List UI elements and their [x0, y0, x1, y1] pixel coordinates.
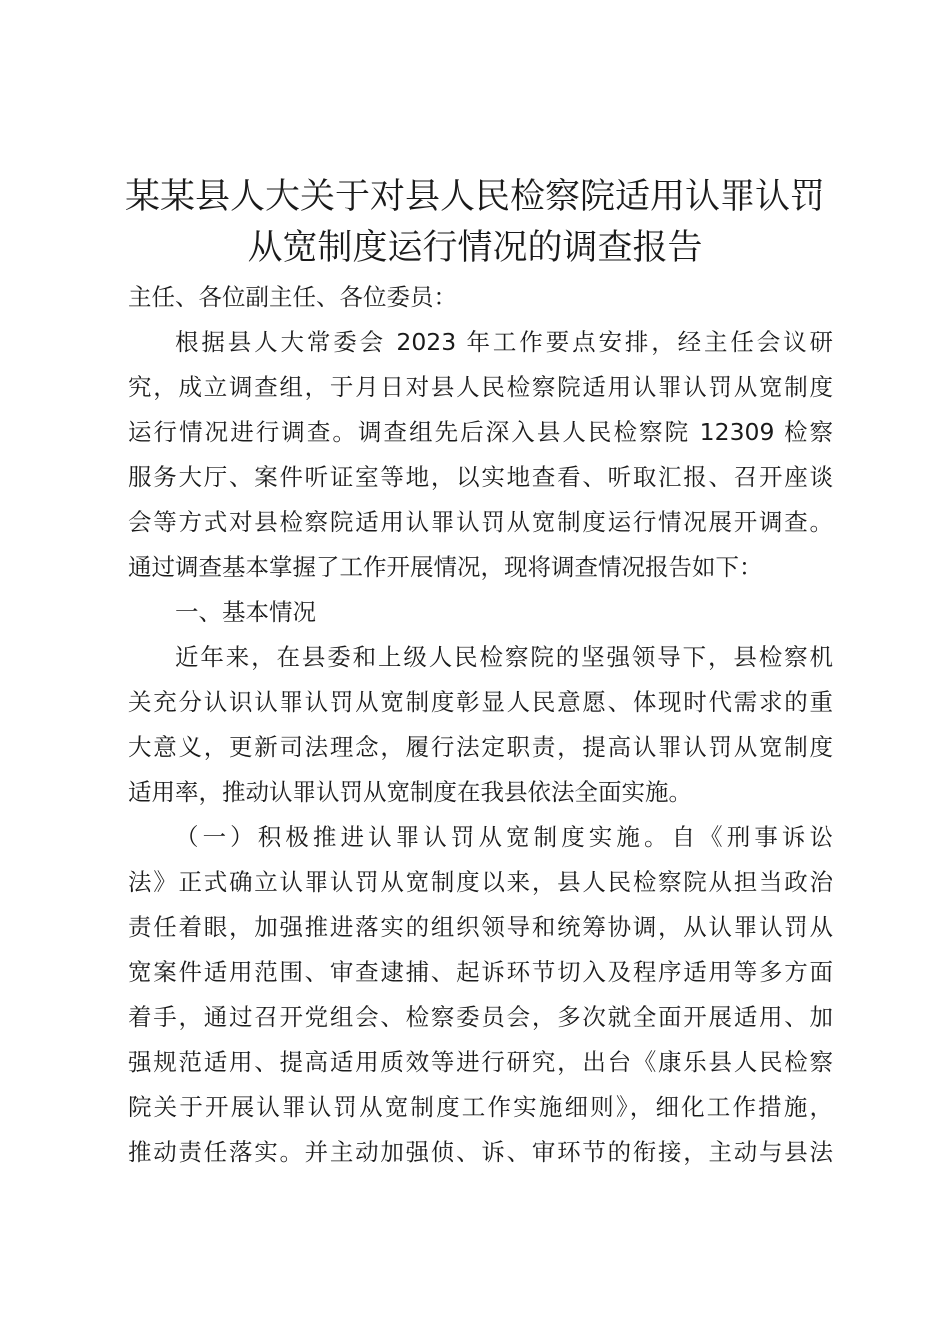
body-line: 关充分认识认罪认罚从宽制度彰显人民意愿、体现时代需求的重: [128, 688, 833, 716]
salutation: 主任、各位副主任、各位委员：: [128, 283, 457, 311]
body-line: 法》正式确立认罪认罚从宽制度以来，县人民检察院从担当政治: [128, 868, 833, 896]
body-line: 大意义，更新司法理念，履行法定职责，提高认罪认罚从宽制度: [128, 733, 833, 761]
body-line: 推动责任落实。并主动加强侦、诉、审环节的衔接，主动与县法: [128, 1138, 833, 1166]
body-line: 根据县人大常委会 2023 年工作要点安排，经主任会议研: [175, 328, 833, 356]
body-line: 强规范适用、提高适用质效等进行研究，出台《康乐县人民检察: [128, 1048, 833, 1076]
body-line: 适用率，推动认罪认罚从宽制度在我县依法全面实施。: [128, 778, 692, 806]
body-line: 责任着眼，加强推进落实的组织领导和统筹协调，从认罪认罚从: [128, 913, 833, 941]
body-line: 运行情况进行调查。调查组先后深入县人民检察院 12309 检察: [128, 418, 833, 446]
body-line: 院关于开展认罪认罚从宽制度工作实施细则》，细化工作措施，: [128, 1093, 833, 1121]
document-title-line-1: 某某县人大关于对县人民检察院适用认罪认罚: [124, 177, 825, 217]
body-line: 近年来，在县委和上级人民检察院的坚强领导下，县检察机: [175, 643, 833, 671]
subsection-line: （一）积极推进认罪认罚从宽制度实施。自《刑事诉讼: [175, 823, 833, 851]
body-line: 通过调查基本掌握了工作开展情况，现将调查情况报告如下：: [128, 553, 763, 581]
body-line: 会等方式对县检察院适用认罪认罚从宽制度运行情况展开调查。: [128, 508, 833, 536]
body-line: 服务大厅、案件听证室等地，以实地查看、听取汇报、召开座谈: [128, 463, 833, 491]
section-heading: 一、基本情况: [175, 598, 316, 626]
body-line: 着手，通过召开党组会、检察委员会，多次就全面开展适用、加: [128, 1003, 833, 1031]
body-line: 究，成立调查组，于月日对县人民检察院适用认罪认罚从宽制度: [128, 373, 833, 401]
body-line: 宽案件适用范围、审查逮捕、起诉环节切入及程序适用等多方面: [128, 958, 833, 986]
document-title-line-2: 从宽制度运行情况的调查报告: [247, 228, 703, 268]
